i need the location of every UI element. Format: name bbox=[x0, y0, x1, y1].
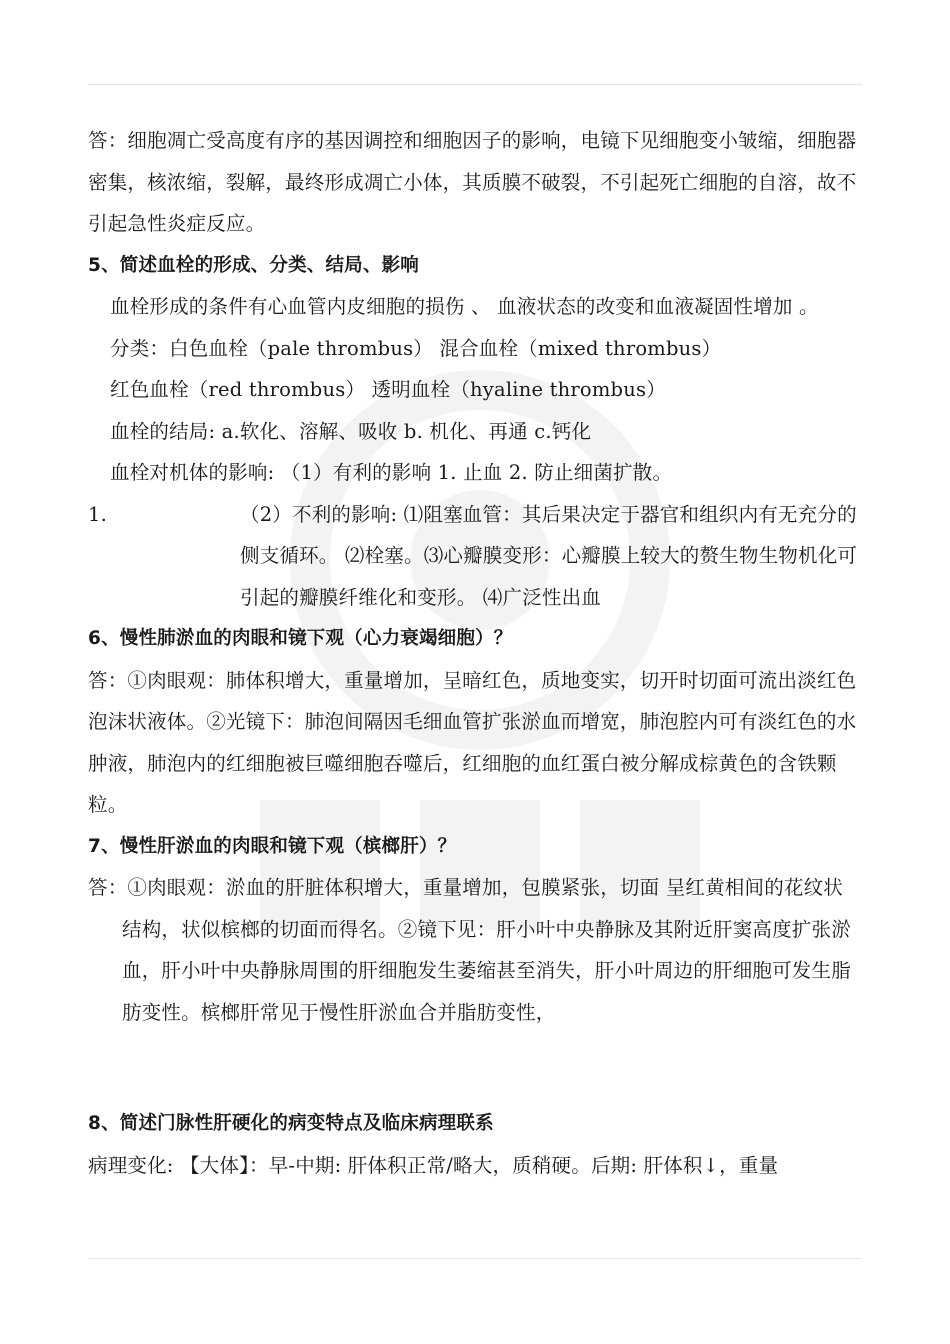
thrombus-outcome: 血栓的结局: a.软化、溶解、吸收 b. 机化、再通 c.钙化 bbox=[110, 419, 592, 443]
question-7-heading: 7、慢性肝淤血的肉眼和镜下观（槟榔肝）？ bbox=[88, 835, 457, 857]
paragraph-lung-congestion: 答：①肉眼观：肺体积增大，重量增加，呈暗红色，质地变实，切开时切面可流出淡红色泡沫状液体。②光镜下：肺泡间隔因毛细血管扩张淤血而增宽，肺泡腔内可有淡红色的水肿液，肺泡内的红细胞被巨噬细胞吞噬后，红细胞的血红蛋白被分解成棕黄色的含铁颗粒。 bbox=[88, 668, 857, 816]
question-6-heading: 6、慢性肺淤血的肉眼和镜下观（心力衰竭细胞）？ bbox=[88, 628, 513, 649]
footer-rule bbox=[88, 1258, 862, 1259]
question-5-heading: 5、简述血栓的形成、分类、结局、影响 bbox=[88, 254, 419, 276]
thrombus-classification-1: 分类：白色血栓（pale thrombus） 混合血栓（mixed thrombus） bbox=[110, 336, 722, 360]
thrombus-effects-adverse bbox=[88, 494, 862, 619]
question-8-heading: 8、简述门脉性肝硬化的病变特点及临床病理联系 bbox=[88, 1113, 494, 1134]
thrombus-effects-adverse-text bbox=[122, 494, 862, 619]
paragraph-liver-congestion: 答：①肉眼观：淤血的肝脏体积增大，重量增加，包膜紧张，切面 呈红黄相间的花纹状结构，状似槟榔的切面而得名。②镜下见：肝小叶中央静脉及其附近肝窦高度扩张淤血，肝小叶中央静脉周围的肝细胞发生萎缩甚至消失，肝小叶周边的肝细胞可发生脂肪变性。槟榔肝常见于慢性肝淤血合并脂肪变性， bbox=[88, 876, 851, 1024]
paragraph-cirrhosis-pathology: 病理变化: 【大体】：早-中期: 肝体积正常/略大，质稍硬。后期: 肝体积↓，重量 bbox=[88, 1153, 779, 1177]
header-rule bbox=[88, 84, 862, 85]
spacer bbox=[88, 1033, 862, 1103]
thrombus-formation-conditions: 血栓形成的条件有心血管内皮细胞的损伤 、 血液状态的改变和血液凝固性增加 。 bbox=[110, 295, 819, 318]
document-body bbox=[88, 120, 862, 1186]
thrombus-effects-adverse-body: （2）不利的影响: ⑴阻塞血管：其后果决定于器官和组织内有无充分的侧支循环。 ⑵栓塞。⑶心瓣膜变形：心瓣膜上较大的赘生物生物机化可引起的瓣膜纤维化和变形。 ⑷广泛性出血 bbox=[240, 502, 858, 609]
thrombus-classification-2: 红色血栓（red thrombus） 透明血栓（hyaline thrombus） bbox=[110, 378, 666, 401]
list-number: 1. bbox=[88, 502, 108, 526]
paragraph-apoptosis-answer: 答：细胞凋亡受高度有序的基因调控和细胞因子的影响，电镜下见细胞变小皱缩，细胞器密集，核浓缩，裂解，最终形成凋亡小体，其质膜不破裂，不引起死亡细胞的自溶，故不引起急性炎症反应。 bbox=[88, 129, 857, 235]
thrombus-effects-favorable: 血栓对机体的影响: （1）有利的影响 1. 止血 2. 防止细菌扩散。 bbox=[110, 461, 673, 484]
